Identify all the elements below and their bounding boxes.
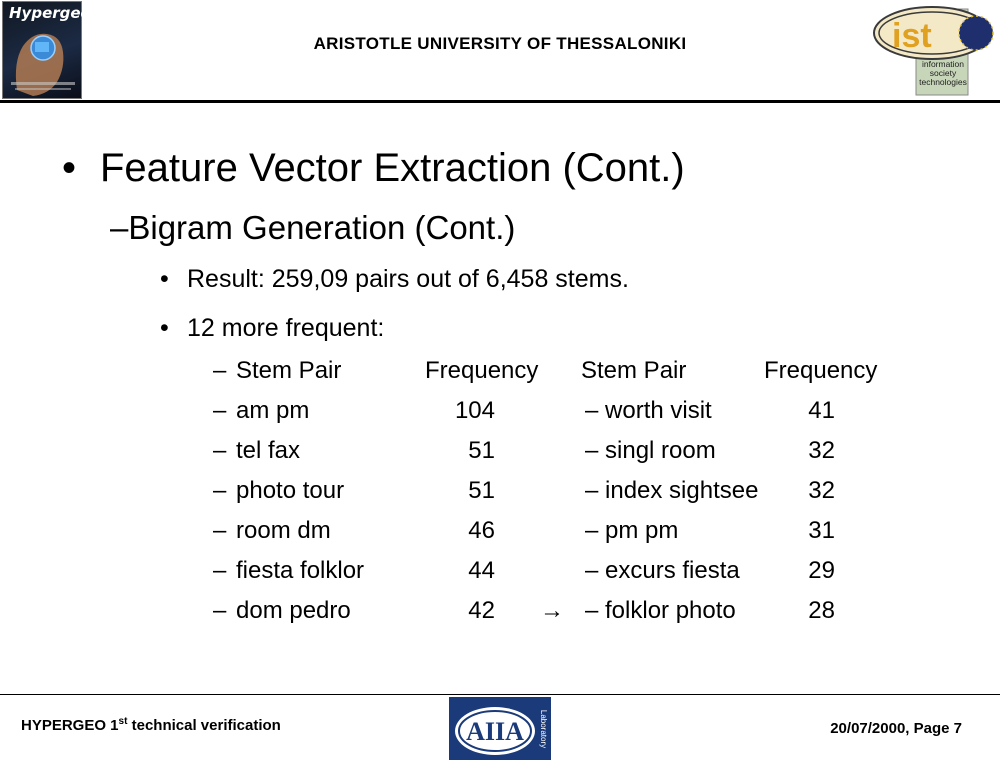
- row-dash: –: [213, 597, 227, 624]
- table-row: [0, 397, 1000, 427]
- table-row: [0, 437, 1000, 467]
- stem-pair: photo tour: [236, 477, 345, 504]
- table-header-row: [0, 357, 1000, 387]
- stem-pair: dom pedro: [236, 597, 351, 624]
- university-title: ARISTOTLE UNIVERSITY OF THESSALONIKI: [313, 34, 687, 53]
- header-stem-pair-2: Stem Pair: [581, 357, 687, 384]
- stem-pair-2: – singl room: [585, 437, 716, 464]
- frequency: 46: [468, 517, 495, 544]
- stem-pair: fiesta folklor: [236, 557, 365, 584]
- stem-pair-2: – pm pm: [585, 517, 679, 544]
- frequency-2: 32: [808, 437, 835, 464]
- footer-left-sup: st: [118, 716, 128, 727]
- stem-pair: am pm: [236, 397, 310, 424]
- footer-left-suffix: technical verification: [127, 717, 281, 734]
- aiia-lab-logo: [449, 697, 551, 760]
- table-row: [0, 597, 1000, 627]
- row-dash: –: [213, 557, 227, 584]
- stem-pair-2: – worth visit: [585, 397, 712, 424]
- footer-divider: [0, 694, 1000, 695]
- result-text: Result: 259,09 pairs out of 6,458 stems.: [187, 265, 629, 293]
- header-frequency: Frequency: [425, 357, 539, 384]
- bullet-dot-icon: •: [62, 146, 77, 190]
- frequency: 44: [468, 557, 495, 584]
- table-row: [0, 517, 1000, 547]
- stem-pair-2: – excurs fiesta: [585, 557, 740, 584]
- frequency-2: 29: [808, 557, 835, 584]
- stem-pair: room dm: [236, 517, 331, 544]
- frequent-text: 12 more frequent:: [187, 314, 385, 342]
- ist-caption: information society technologies: [919, 59, 967, 87]
- footer-left: [21, 716, 281, 734]
- frequency: 104: [454, 397, 495, 424]
- aiia-logo-side-text: Laboratory: [539, 709, 548, 749]
- row-dash: –: [213, 517, 227, 544]
- footer-date-page: 20/07/2000, Page 7: [830, 720, 962, 737]
- header-divider: [0, 100, 1000, 103]
- arrow-icon: →: [540, 597, 564, 624]
- frequency-2: 31: [808, 517, 835, 544]
- frequency: 42: [468, 597, 495, 624]
- frequency: 51: [468, 477, 495, 504]
- hypergeo-logo-text: Hypergeo: [9, 4, 91, 22]
- frequency-2: 32: [808, 477, 835, 504]
- bullet-level-2: –Bigram Generation (Cont.): [110, 209, 516, 246]
- aiia-logo-text: AIIA: [466, 717, 524, 746]
- header-stem-pair: Stem Pair: [236, 357, 342, 384]
- row-dash: –: [213, 477, 227, 504]
- stem-pair-2: – folklor photo: [585, 597, 736, 624]
- slide-title: Feature Vector Extraction (Cont.): [100, 146, 685, 190]
- row-dash: –: [213, 357, 227, 384]
- table-row: [0, 477, 1000, 507]
- bullet-dot-icon: •: [160, 314, 169, 342]
- stem-pair: tel fax: [236, 437, 301, 464]
- row-dash: –: [213, 397, 227, 424]
- table-row: [0, 557, 1000, 587]
- ist-logo-text: ist: [892, 17, 932, 55]
- frequency-2: 41: [808, 397, 835, 424]
- row-dash: –: [213, 437, 227, 464]
- frequency-2: 28: [808, 597, 835, 624]
- stem-pair-2: – index sightsee: [585, 477, 759, 504]
- bullet-dot-icon: •: [160, 265, 169, 293]
- ist-logo: [872, 3, 998, 95]
- header-frequency-2: Frequency: [764, 357, 878, 384]
- aiia-logo-graphic: [449, 697, 551, 760]
- footer-left-prefix: HYPERGEO 1: [21, 717, 119, 734]
- frequency: 51: [468, 437, 495, 464]
